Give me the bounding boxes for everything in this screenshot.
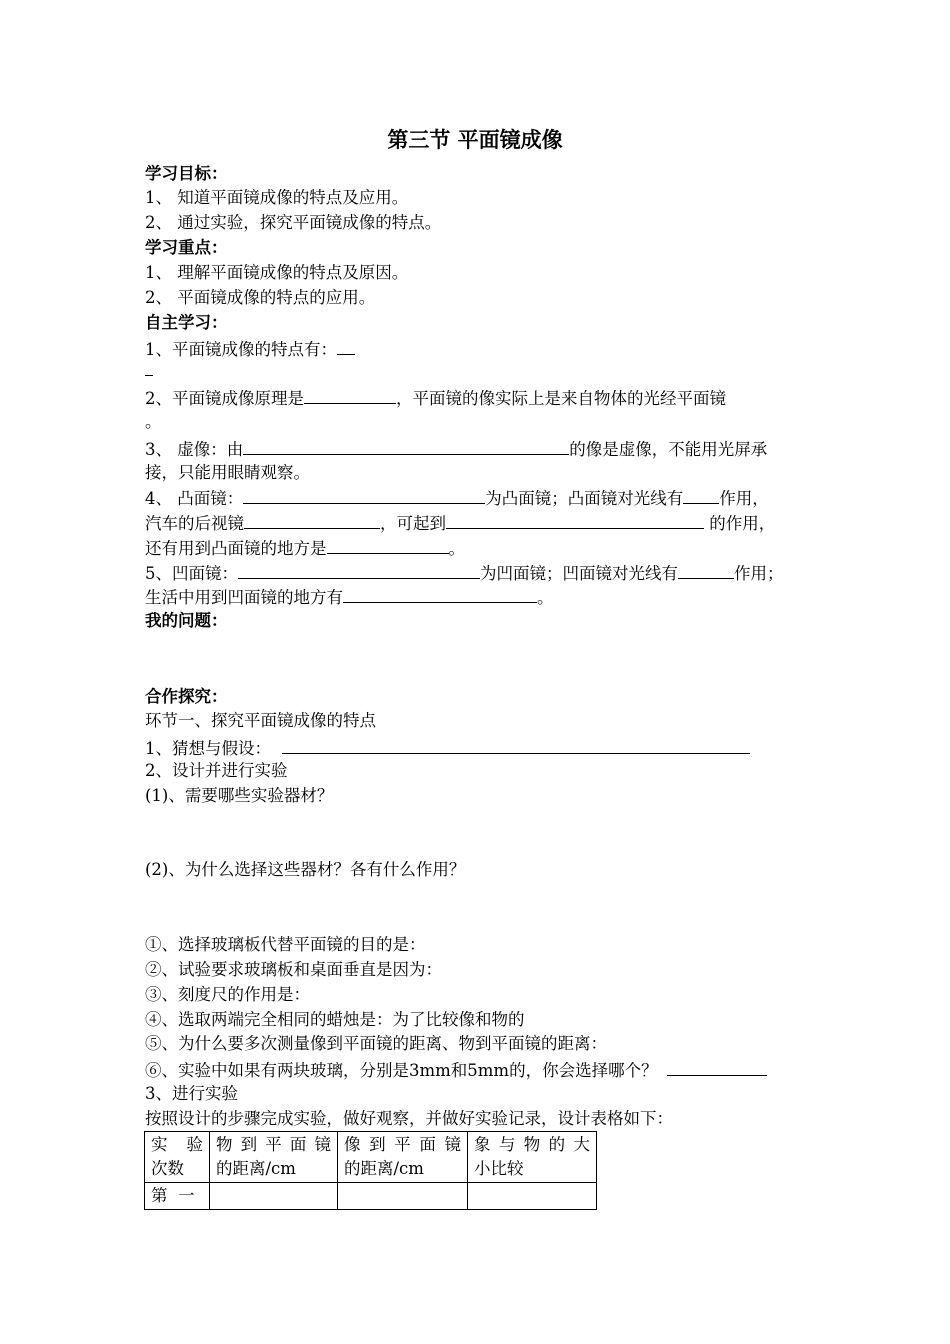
header-cell: 象 与 物 的 大 小比较: [468, 1132, 597, 1183]
my-questions-heading: 我的问题：: [145, 611, 228, 630]
row-label: 第 一: [145, 1183, 210, 1210]
answer-blank[interactable]: [337, 337, 355, 355]
answer-blank[interactable]: [243, 437, 569, 455]
question-2-end: 。: [145, 412, 162, 431]
question-3: [145, 437, 767, 461]
goal-item-2: 2、 通过实验，探究平面镜成像的特点。: [145, 213, 442, 232]
question-4: [145, 486, 769, 510]
instructions: 按照设计的步骤完成实验，做好观察，并做好实验记录，设计表格如下：: [145, 1109, 673, 1128]
answer-blank[interactable]: [327, 536, 449, 554]
table-cell[interactable]: [210, 1183, 338, 1210]
question-2: [145, 386, 726, 410]
question-5: [145, 561, 784, 585]
question-4-text-c: 作用，: [719, 489, 769, 508]
question-3-continuation: 接，只能用眼睛观察。: [145, 463, 310, 482]
goal-item-1: 1、 知道平面镜成像的特点及应用。: [145, 188, 409, 207]
question-5-text-d: 生活中用到凹面镜的地方有: [145, 588, 343, 607]
table-cell[interactable]: [468, 1183, 597, 1210]
item-3: ③、刻度尺的作用是：: [145, 985, 310, 1004]
question-4-text-d: 汽车的后视镜: [145, 514, 244, 533]
table-cell[interactable]: [338, 1183, 468, 1210]
page-title: 第三节 平面镜成像: [387, 128, 563, 152]
item-2: ②、试验要求玻璃板和桌面垂直是因为：: [145, 960, 442, 979]
header-cell: 实 验 次数: [145, 1132, 210, 1183]
item-6-text: ⑥、实验中如果有两块玻璃，分别是3mm和5mm的，你会选择哪个？: [145, 1061, 658, 1080]
header-cell: 像 到 平 面 镜 的距离/cm: [338, 1132, 468, 1183]
section-1-title: 环节一、探究平面镜成像的特点: [145, 711, 376, 730]
question-1-text: 1、平面镜成像的特点有：: [145, 340, 337, 359]
question-5-text-c: 作用；: [734, 564, 784, 583]
question-5-text: 5、凹面镜：: [145, 564, 238, 583]
answer-blank[interactable]: [238, 561, 480, 579]
question-2-text: 2、平面镜成像原理是: [145, 389, 304, 408]
question-2-text-b: ，平面镜的像实际上是来自物体的光经平面镜: [396, 389, 726, 408]
answer-blank[interactable]: [145, 358, 153, 376]
materials-question: (1)、需要哪些实验器材？: [145, 786, 334, 805]
key-points-heading: 学习重点：: [145, 238, 228, 257]
question-4-line-2: [145, 511, 775, 535]
self-study-heading: 自主学习：: [145, 313, 228, 332]
question-4-text-e: ，可起到: [380, 514, 446, 533]
question-1-continuation: [145, 358, 153, 382]
item-6-blank[interactable]: [667, 1058, 767, 1076]
item-5: ⑤、为什么要多次测量像到平面镜的距离、物到平面镜的距离：: [145, 1034, 607, 1053]
item-4: ④、选取两端完全相同的蜡烛是：为了比较像和物的: [145, 1010, 525, 1029]
question-3-text: 3、 虚像：由: [145, 440, 244, 459]
question-4-text-h: 。: [448, 539, 465, 558]
question-4-line-3: [145, 536, 465, 560]
goals-heading: 学习目标：: [145, 164, 228, 183]
key-point-item-2: 2、 平面镜成像的特点的应用。: [145, 288, 376, 307]
question-5-line-2: [145, 585, 554, 609]
table-row: [145, 1183, 597, 1210]
conduct-step: 3、进行实验: [145, 1084, 238, 1103]
question-4-text: 4、 凸面镜：: [145, 489, 244, 508]
hypothesis-text: 1、猜想与假设：: [145, 739, 271, 758]
answer-blank[interactable]: [678, 561, 734, 579]
answer-blank[interactable]: [304, 386, 396, 404]
answer-blank[interactable]: [683, 486, 719, 504]
header-cell: 物 到 平 面 镜 的距离/cm: [210, 1132, 338, 1183]
answer-blank[interactable]: [343, 585, 537, 603]
question-1: [145, 337, 355, 361]
why-question: (2)、为什么选择这些器材？各有什么作用？: [145, 860, 466, 879]
table-header-row: [145, 1132, 597, 1183]
question-4-text-b: 为凸面镜；凸面镜对光线有: [485, 489, 684, 508]
hypothesis-blank[interactable]: [282, 736, 750, 754]
question-3-text-b: 的像是虚像，不能用光屏承: [569, 440, 768, 459]
answer-blank[interactable]: [244, 511, 380, 529]
question-5-text-e: 。: [537, 588, 554, 607]
question-5-text-b: 为凹面镜；凹面镜对光线有: [480, 564, 678, 583]
key-point-item-1: 1、 理解平面镜成像的特点及原因。: [145, 263, 409, 282]
record-table: [144, 1131, 597, 1210]
answer-blank[interactable]: [446, 511, 704, 529]
cooperation-heading: 合作探究：: [145, 687, 228, 706]
item-6: [145, 1058, 767, 1082]
hypothesis-line: [145, 736, 750, 760]
design-step: 2、设计并进行实验: [145, 761, 288, 780]
answer-blank[interactable]: [243, 486, 485, 504]
item-1: ①、选择玻璃板代替平面镜的目的是：: [145, 935, 426, 954]
question-4-text-f: 的作用，: [704, 514, 776, 533]
question-4-text-g: 还有用到凸面镜的地方是: [145, 539, 327, 558]
